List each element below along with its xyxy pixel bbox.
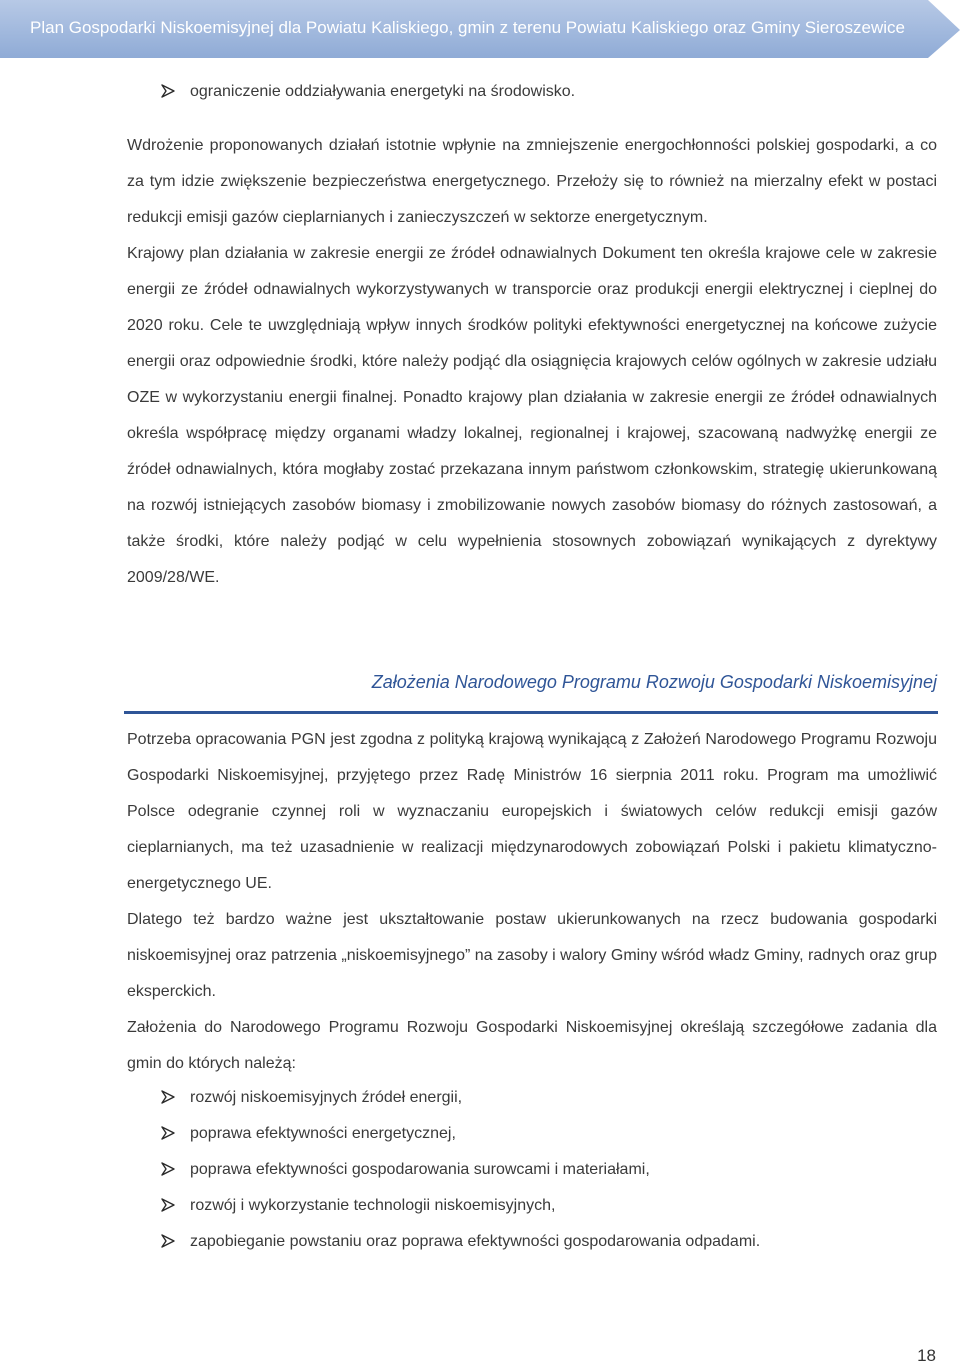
paragraph: Dlatego też bardzo ważne jest ukształtowanie postaw ukierunkowanych na rzecz budowania gospodarki niskoemisyjnej oraz patrzenia „niskoemisyjnego” na zasoby i walory Gminy wśród władz Gminy, radnych oraz grup eksperckich. <box>127 911 937 1000</box>
list-item-text: ograniczenie oddziaływania energetyki na środowisko. <box>190 83 576 100</box>
arrow-bullet-icon <box>160 1224 190 1260</box>
list-item <box>160 1080 462 1116</box>
list-item-text: zapobieganie powstaniu oraz poprawa efektywności gospodarowania odpadami. <box>190 1233 761 1250</box>
paragraph: Założenia do Narodowego Programu Rozwoju Gospodarki Niskoemisyjnej określają szczegółowe zadania dla gmin do których należą: <box>127 1019 937 1072</box>
arrow-bullet-icon <box>160 1152 190 1188</box>
list-item <box>160 74 575 110</box>
section-heading: Założenia Narodowego Programu Rozwoju Gospodarki Niskoemisyjnej <box>371 672 937 692</box>
list-item <box>160 1188 555 1224</box>
list-item-text: poprawa efektywności gospodarowania surowcami i materiałami, <box>190 1161 650 1178</box>
list-item <box>160 1152 650 1188</box>
section-divider <box>124 711 938 714</box>
body-text-bottom <box>127 722 937 1082</box>
arrow-bullet-icon <box>160 1116 190 1152</box>
header-band <box>0 0 960 60</box>
arrow-bullet-icon <box>160 1188 190 1224</box>
paragraph: Krajowy plan działania w zakresie energii ze źródeł odnawialnych Dokument ten określa krajowe cele w zakresie energii ze źródeł odnawialnych wykorzystywanych w transporcie oraz produkcji energii elektrycznej i cieplnej do 2020 roku. Cele te uwzględniają wpływ innych środków polityki efektywności energetycznej na końcowe zużycie energii oraz odpowiednie środki, które należy podjąć dla osiągnięcia krajowych celów ogólnych w zakresie udziału OZE w wykorzystaniu energii finalnej. Ponadto krajowy plan działania w zakresie energii ze źródeł odnawialnych określa współpracę między organami władzy lokalnej, regionalnej i krajowej, szacowaną nadwyżkę energii ze źródeł odnawialnych, która mogłaby zostać przekazana innym państwom członkowskim, strategię ukierunkowaną na rozwój istniejących zasobów biomasy i zmobilizowanie nowych zasobów biomasy do różnych zastosowań, a także środki, które należy podjąć w celu wypełnienia stosownych zobowiązań wynikających z dyrektywy 2009/28/WE. <box>127 245 937 586</box>
list-item-text: rozwój niskoemisyjnych źródeł energii, <box>190 1089 463 1106</box>
header-title: Plan Gospodarki Niskoemisyjnej dla Powiatu Kaliskiego, gmin z terenu Powiatu Kaliskiego oraz Gminy Sieroszewice <box>30 18 905 37</box>
list-item-text: poprawa efektywności energetycznej, <box>190 1125 456 1142</box>
list-item-text: rozwój i wykorzystanie technologii niskoemisyjnych, <box>190 1197 556 1214</box>
list-item <box>160 1116 456 1152</box>
arrow-bullet-icon <box>160 74 190 110</box>
list-item <box>160 1224 760 1260</box>
body-text-top <box>127 128 937 596</box>
page-number: 18 <box>917 1346 936 1365</box>
paragraph: Potrzeba opracowania PGN jest zgodna z polityką krajową wynikającą z Założeń Narodowego Programu Rozwoju Gospodarki Niskoemisyjnej, przyjętego przez Radę Ministrów 16 sierpnia 2011 roku. Program ma umożliwić Polsce odegranie czynnej roli w wyznaczaniu europejskich i światowych celów redukcji emisji gazów cieplarnianych, ma też uzasadnienie w realizacji międzynarodowych zobowiązań Polski i pakietu klimatyczno-energetycznego UE. <box>127 731 937 892</box>
arrow-bullet-icon <box>160 1080 190 1116</box>
paragraph: Wdrożenie proponowanych działań istotnie wpłynie na zmniejszenie energochłonności polskiej gospodarki, a co za tym idzie zwiększenie bezpieczeństwa energetycznego. Przełoży się to również na mierzalny efekt w postaci redukcji emisji gazów cieplarnianych i zanieczyszczeń w sektorze energetycznym. <box>127 137 937 226</box>
